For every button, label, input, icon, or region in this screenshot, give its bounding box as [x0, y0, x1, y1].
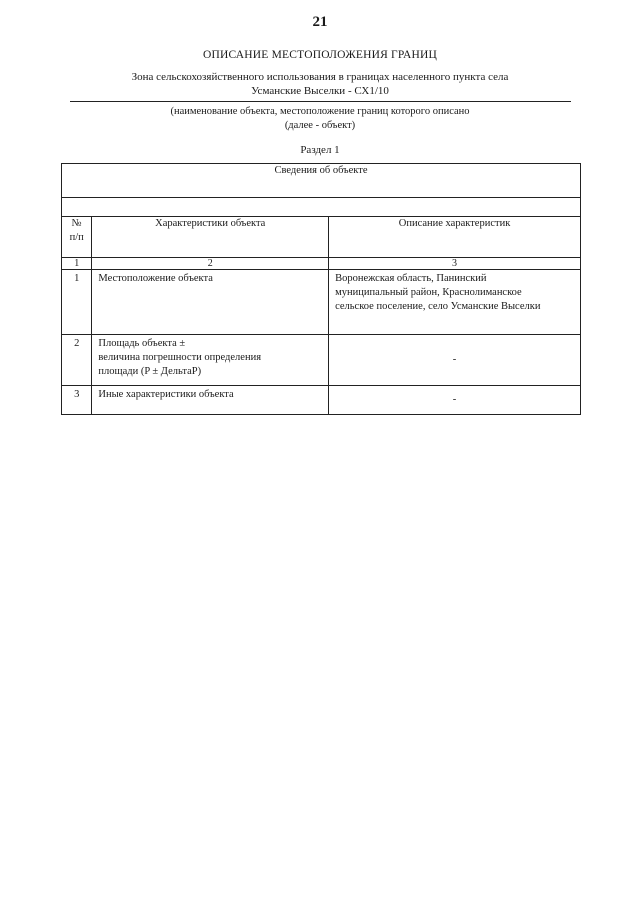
column-index-1: 1	[62, 258, 92, 270]
table-row	[62, 386, 581, 415]
object-note-line-2: (далее - объект)	[284, 120, 356, 131]
page-number: 21	[312, 14, 328, 30]
table-title-row	[62, 164, 581, 198]
header-num	[62, 217, 92, 258]
header-num-line-2: п/п	[69, 232, 84, 243]
row-num: 2	[62, 335, 92, 386]
characteristic-line: площади (P ± ДельтаP)	[98, 366, 202, 377]
description-line: Воронежская область, Панинский	[335, 273, 487, 284]
document-title: ОПИСАНИЕ МЕСТОПОЛОЖЕНИЯ ГРАНИЦ	[202, 49, 438, 61]
section-label: Раздел 1	[300, 144, 340, 156]
description-line: муниципальный район, Краснолиманское	[335, 287, 522, 298]
underline-rule	[70, 101, 571, 102]
header-characteristic: Характеристики объекта	[92, 217, 329, 258]
row-characteristic: Местоположение объекта	[92, 270, 329, 335]
object-info-table	[61, 163, 581, 415]
column-index-2: 2	[92, 258, 329, 270]
column-index-row	[62, 258, 581, 270]
header-num-line-1: №	[71, 218, 82, 229]
object-note	[70, 105, 570, 133]
characteristic-line: Площадь объекта ±	[98, 338, 186, 349]
row-description: -	[329, 335, 581, 386]
object-name-line-2: Усманские Выселки - СХ1/10	[251, 85, 389, 97]
row-description	[329, 270, 581, 335]
table-row	[62, 270, 581, 335]
row-characteristic: Иные характеристики объекта	[92, 386, 329, 415]
row-characteristic	[92, 335, 329, 386]
table-title: Сведения об объекте	[62, 164, 581, 198]
row-num: 1	[62, 270, 92, 335]
table-header-row	[62, 217, 581, 258]
row-description: -	[329, 386, 581, 415]
header-description: Описание характеристик	[329, 217, 581, 258]
object-name-line-1: Зона сельскохозяйственного использования в границах населенного пункта села	[131, 71, 509, 83]
object-note-line-1: (наименование объекта, местоположение границ которого описано	[170, 106, 470, 117]
column-index-3: 3	[329, 258, 581, 270]
row-num: 3	[62, 386, 92, 415]
table-row	[62, 335, 581, 386]
empty-cell	[62, 198, 581, 217]
table-empty-row	[62, 198, 581, 217]
characteristic-line: величина погрешности определения	[98, 352, 262, 363]
description-line: сельское поселение, село Усманские Выселки	[335, 301, 541, 312]
object-name	[70, 70, 570, 98]
